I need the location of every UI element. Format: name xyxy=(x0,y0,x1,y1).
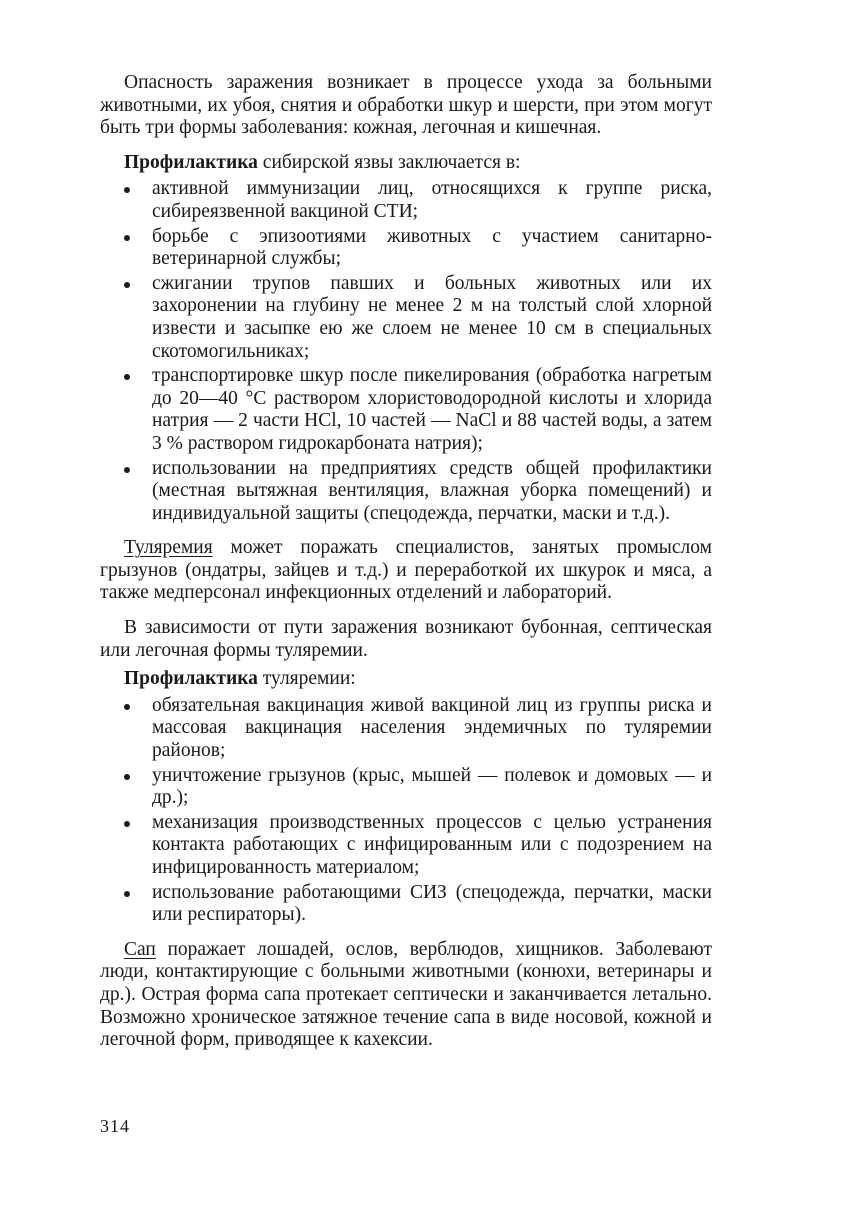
bold-term: Профилактика xyxy=(124,668,258,690)
list-item xyxy=(100,178,712,223)
paragraph-rest: может поражать специалистов, занятых промыслом грызунов (ондатры, зайцев и т.д.) и переработкой их шкурок и мяса, а также медперсонал инфекционных отделений и лабораторий. xyxy=(100,537,712,604)
heading-rest: сибирской язвы заключается в: xyxy=(257,151,521,173)
list-item-text: уничтожение грызунов (крыс, мышей — полевок и домовых — и др.); xyxy=(152,764,712,809)
list-item-text: использовании на предприятиях средств общей профилактики (местная вытяжная вентиляция, влажная уборка помещений) и индивидуальной защиты (спецодежда, перчатки, маски и т.д.). xyxy=(152,457,712,524)
heading-rest: туляремии: xyxy=(257,668,356,690)
list-item-text: обязательная вакцинация живой вакциной лиц из группы риска и массовая вакцинация населения эндемичных по туляремии районов; xyxy=(152,694,712,762)
bold-term: Профилактика xyxy=(124,151,258,173)
bullet-icon xyxy=(124,282,130,288)
list-item xyxy=(100,812,712,880)
paragraph-glanders xyxy=(100,939,712,1052)
list-item-text: борьбе с эпизоотиями животных с участием санитарно-ветеринарной службы; xyxy=(152,225,712,270)
bullet-icon xyxy=(124,374,130,380)
underlined-term: Сап xyxy=(124,938,156,960)
bullet-icon xyxy=(124,187,130,193)
paragraph-infection-risk: Опасность заражения возникает в процессе ухода за больными животными, их убоя, снятия и обработки шкур и шерсти, при этом могут быть три формы заболевания: кожная, легочная и кишечная. xyxy=(100,72,712,139)
list-item-text: транспортировке шкур после пикелирования (обработка нагретым до 20—40 °С раствором хлористоводородной кислоты и хлорида натрия — 2 части HCl, 10 частей — NaCl и 88 частей воды, а затем 3 % раствором гидрокарбоната натрия); xyxy=(152,365,712,454)
page-number: 314 xyxy=(100,1116,130,1136)
list-item-text: сжигании трупов павших и больных животных или их захоронении на глубину не менее 2 м на толстый слой хлорной извести и засыпке ею же слоем не менее 10 см в специальных скотомогильниках; xyxy=(152,272,712,362)
page-body xyxy=(100,72,712,1052)
anthrax-prevention-list xyxy=(100,178,712,525)
anthrax-prevention-heading xyxy=(100,152,712,175)
bullet-icon xyxy=(124,891,130,897)
tularemia-prevention-list xyxy=(100,695,712,927)
paragraph-rest: поражает лошадей, ослов, верблюдов, хищников. Заболевают люди, контактирующие с больными животными (конюхи, ветеринары и др.). Острая форма сапа протекает септически и заканчивается летально. Возможно хроническое затяжное течение сапа в виде носовой, кожной и легочной форм, приводящее к кахексии. xyxy=(100,938,712,1051)
list-item xyxy=(100,882,712,927)
list-item xyxy=(100,458,712,526)
bullet-icon xyxy=(124,467,130,473)
bullet-icon xyxy=(124,235,130,241)
bullet-icon xyxy=(124,821,130,827)
list-item xyxy=(100,273,712,363)
list-item xyxy=(100,695,712,763)
list-item-text: активной иммунизации лиц, относящихся к группе риска, сибиреязвенной вакциной СТИ; xyxy=(152,178,712,222)
list-item-text: механизация производственных процессов с целью устранения контакта работающих с инфицированным или с подозрением на инфицированность материалом; xyxy=(152,811,712,878)
list-item-text: использование работающими СИЗ (спецодежда, перчатки, маски или респираторы). xyxy=(152,881,712,926)
paragraph-tularemia-forms: В зависимости от пути заражения возникают бубонная, септическая или легочная формы туляремии. xyxy=(100,617,712,661)
paragraph-tularemia xyxy=(100,537,712,605)
list-item xyxy=(100,765,712,810)
list-item xyxy=(100,365,712,455)
tularemia-prevention-heading xyxy=(100,668,712,691)
list-item xyxy=(100,226,712,271)
bullet-icon xyxy=(124,774,130,780)
bullet-icon xyxy=(124,704,130,710)
underlined-term: Туляремия xyxy=(124,537,213,559)
